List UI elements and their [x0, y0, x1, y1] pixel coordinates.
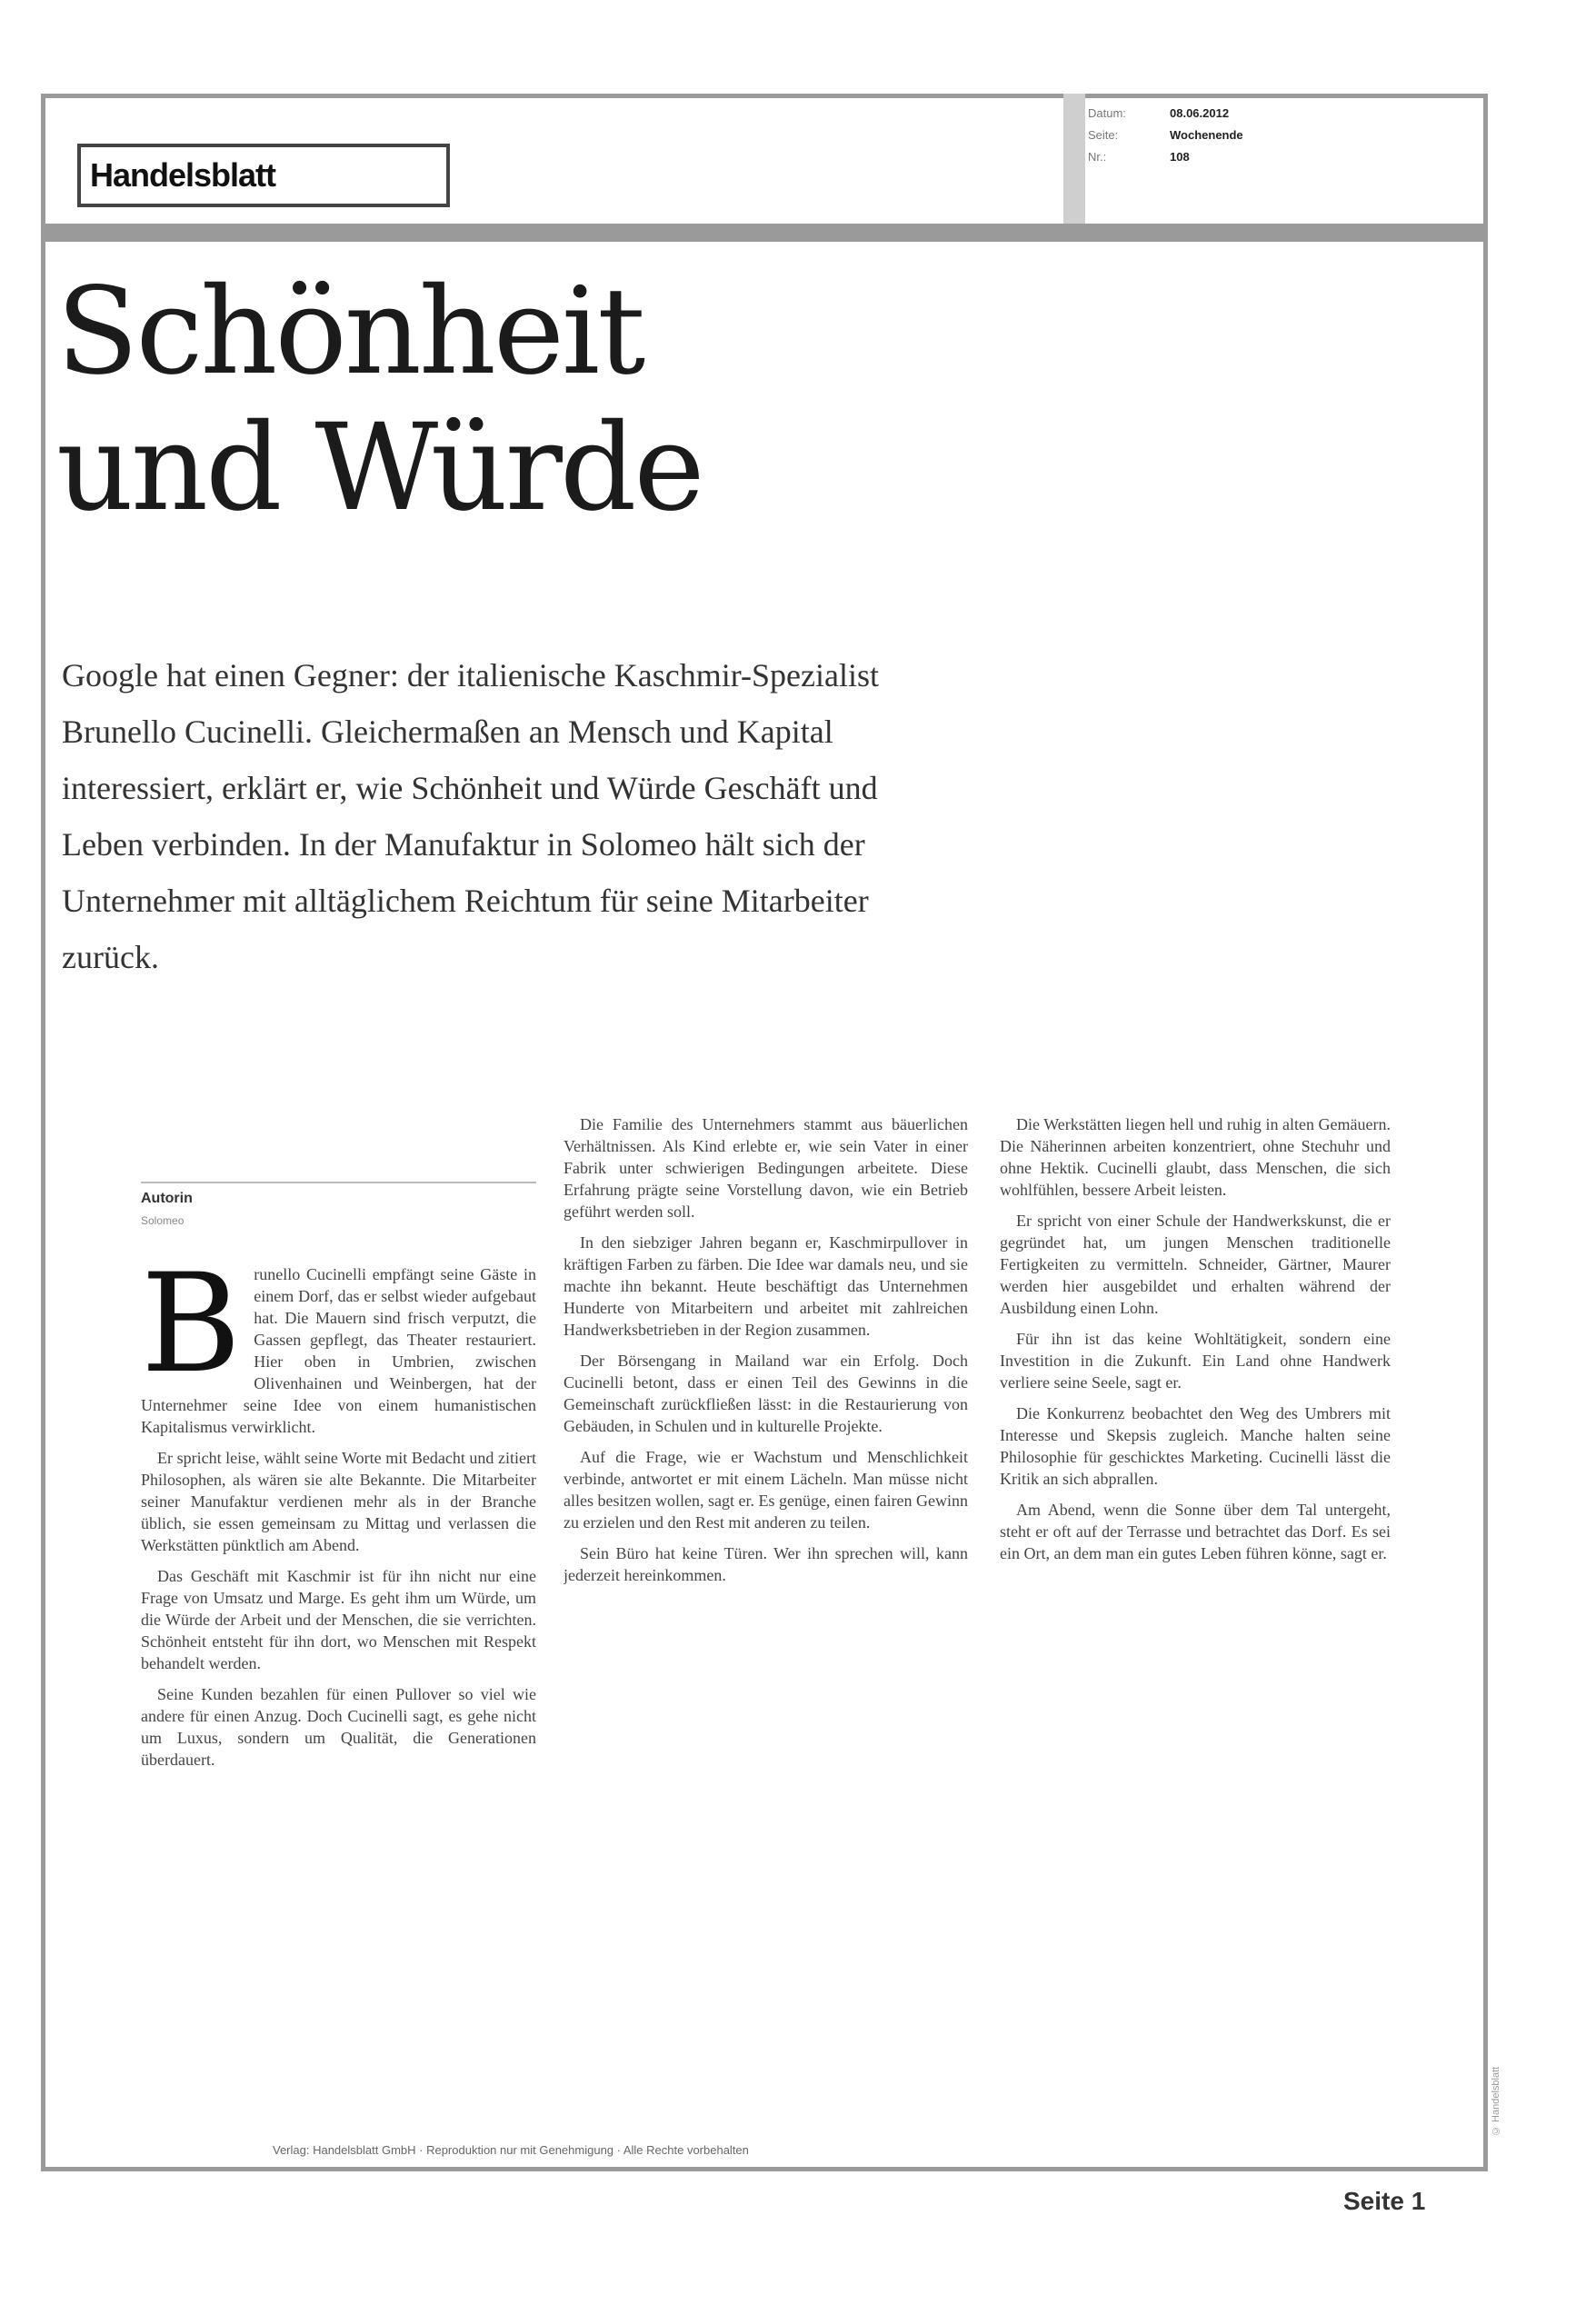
masthead-divider [1063, 94, 1085, 224]
paragraph: Auf die Frage, wie er Wachstum und Menschlichkeit verbinde, antwortet er mit einem Lächeln. Man müsse nicht alles besitzen wollen, sagt er. Es genüge, einen fairen Gewinn zu erzielen und den Rest mit anderen zu teilen. [564, 1448, 968, 1532]
meta-key: Seite: [1088, 128, 1119, 142]
paragraph: runello Cucinelli empfängt seine Gäste in einem Dorf, das er selbst wieder aufgebaut hat. Die Mauern sind frisch verputzt, die Gassen gepflegt, das Theater restauriert. Hier oben in Umbrien, zwischen Olivenhainen und Weinbergen, hat der Unternehmer seine Idee von einem humanistischen Kapitalismus verwirklicht. [141, 1265, 536, 1436]
byline-author: Autorin [141, 1191, 193, 1206]
paragraph: Das Geschäft mit Kaschmir ist für ihn nicht nur eine Frage von Umsatz und Marge. Es geht ihm um Würde, um die Würde der Arbeit und der Menschen, die sie verrichten. Schönheit entsteht für ihn dort, wo Menschen mit Respekt behandelt werden. [141, 1567, 536, 1672]
paragraph: Der Börsengang in Mailand war ein Erfolg. Doch Cucinelli betont, dass er einen Teil des Gewinns in die Gemeinschaft zurückfließen lässt: in die Restaurierung von Gebäuden, in Schulen und in kulturelle Projekte. [564, 1352, 968, 1435]
meta-value: 108 [1170, 150, 1190, 164]
paragraph: Am Abend, wenn die Sonne über dem Tal untergeht, steht er oft auf der Terrasse und betrachtet das Dorf. Es sei ein Ort, an dem man ein gutes Leben führen könne, sagt er. [1000, 1501, 1391, 1562]
meta-row [1088, 106, 1479, 128]
side-copyright: © Handelsblatt [1491, 2066, 1501, 2136]
drop-cap: B [141, 1263, 242, 1403]
paragraph: Die Konkurrenz beobachtet den Weg des Umbrers mit Interesse und Skepsis zugleich. Manche halten seine Philosophie für geschicktes Marketing. Cucinelli lässt die Kritik an sich abprallen. [1000, 1404, 1391, 1488]
paragraph: In den siebziger Jahren begann er, Kaschmirpullover in kräftigen Farben zu färben. Die Idee war damals neu, und sie machte ihn bekannt. Heute beschäftigt das Unternehmen Hunderte von Mitarbeitern und arbeitet mit zahlreichen Handwerksbetrieben in der Region zusammen. [564, 1233, 968, 1339]
paragraph: Für ihn ist das keine Wohltätigkeit, sondern eine Investition in die Zukunft. Ein Land ohne Handwerk verliere seine Seele, sagt er. [1000, 1330, 1391, 1392]
article-headline [56, 264, 965, 536]
meta-value: Wochenende [1170, 128, 1243, 142]
masthead-bar [41, 224, 1488, 242]
article-lede: Google hat einen Gegner: der italienische Kaschmir-Spezialist Brunello Cucinelli. Gleichermaßen an Mensch und Kapital interessiert, erklärt er, wie Schönheit und Würde Geschäft und Leben verbinden. In der Manufaktur in Solomeo hält sich der Unternehmer mit alltäglichem Reichtum für seine Mitarbeiter zurück. [62, 657, 879, 975]
meta-value: 08.06.2012 [1170, 106, 1230, 120]
byline-divider [141, 1182, 536, 1183]
article-column-2 [564, 1113, 968, 2122]
masthead-meta [1088, 106, 1479, 220]
paragraph: Sein Büro hat keine Türen. Wer ihn sprechen will, kann jederzeit hereinkommen. [564, 1544, 968, 1584]
meta-key: Datum: [1088, 106, 1126, 120]
article-column-3 [1000, 1113, 1391, 2122]
paragraph: Er spricht leise, wählt seine Worte mit Bedacht und zitiert Philosophen, als wären sie alte Bekannte. Die Mitarbeiter seiner Manufaktur verdienen mehr als in der Branche üblich, sie essen gemeinsam zu Mittag und verlassen die Werkstätten pünktlich am Abend. [141, 1449, 536, 1554]
masthead [41, 94, 1488, 244]
article-column-1 [141, 1263, 536, 2272]
footer-notice: Verlag: Handelsblatt GmbH · Reproduktion nur mit Genehmigung · Alle Rechte vorbehalten [273, 2143, 749, 2157]
paragraph: Er spricht von einer Schule der Handwerkskunst, die er gegründet hat, um jungen Menschen traditionelle Fertigkeiten zu vermitteln. Schneider, Gärtner, Maurer werden hier ausgebildet und erhalten während der Ausbildung einen Lohn. [1000, 1212, 1391, 1317]
meta-key: Nr.: [1088, 150, 1107, 164]
meta-row [1088, 128, 1479, 150]
paragraph: Seine Kunden bezahlen für einen Pullover so viel wie andere für einen Anzug. Doch Cucinelli sagt, es gehe nicht um Luxus, sondern um Qualität, die Generationen überdauert. [141, 1685, 536, 1769]
meta-row [1088, 150, 1479, 172]
headline-line: und Würde [56, 398, 703, 538]
byline-location: Solomeo [141, 1214, 185, 1227]
paragraph: Die Werkstätten liegen hell und ruhig in alten Gemäuern. Die Näherinnen arbeiten konzentriert, ohne Stechuhr und ohne Hektik. Cucinelli glaubt, dass Menschen, die sich wohlfühlen, bessere Arbeit leisten. [1000, 1115, 1391, 1199]
paragraph: Die Familie des Unternehmers stammt aus bäuerlichen Verhältnissen. Als Kind erlebte er, wie sein Vater in einer Fabrik unter schwierigen Bedingungen arbeitete. Diese Erfahrung prägte seine Vorstellung davon, wie ein Betrieb geführt werden soll. [564, 1115, 968, 1221]
masthead-left [41, 94, 1066, 224]
newspaper-logo: Handelsblatt [77, 144, 450, 207]
page-number: Seite 1 [1343, 2187, 1426, 2215]
headline-line: Schönheit [56, 262, 643, 402]
